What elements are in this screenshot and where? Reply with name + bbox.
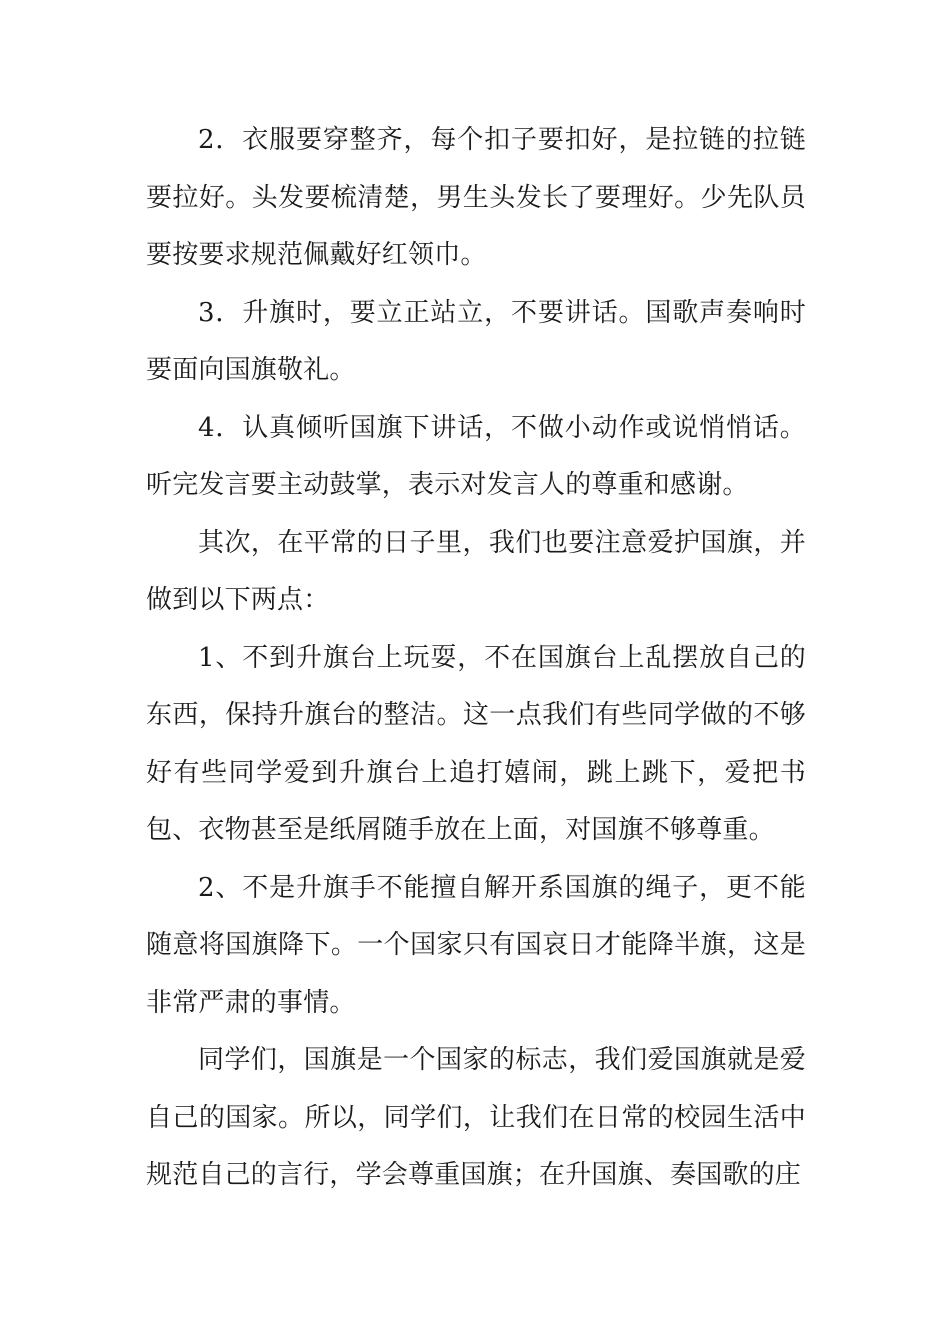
paragraph-flag-platform: 1、不到升旗台上玩耍，不在国旗台上乱摆放自己的东西，保持升旗台的整洁。这一点我们有些同学做的不够好有些同学爱到升旗台上追打嬉闹，跳上跳下，爱把书包、衣物甚至是纸屑随手放在上面，对国旗不够尊重。 bbox=[146, 642, 806, 845]
paragraph-listen-speech: 4．认真倾听国旗下讲话，不做小动作或说悄悄话。听完发言要主动鼓掌，表示对发言人的尊重和感谢。 bbox=[146, 412, 806, 500]
paragraph-flag-rope: 2、不是升旗手不能擅自解开系国旗的绳子，更不能随意将国旗降下。一个国家只有国哀日才能降半旗，这是非常严肃的事情。 bbox=[146, 872, 806, 1018]
paragraph-conclusion: 同学们，国旗是一个国家的标志，我们爱国旗就是爱自己的国家。所以，同学们，让我们在日常的校园生活中规范自己的言行，学会尊重国旗；在升国旗、奏国歌的庄 bbox=[146, 1045, 806, 1190]
paragraph-flag-raising-stance: 3．升旗时，要立正站立，不要讲话。国歌声奏响时要面向国旗敬礼。 bbox=[146, 297, 806, 385]
document-body bbox=[146, 112, 806, 1205]
paragraph-dress-rules: 2．衣服要穿整齐，每个扣子要扣好，是拉链的拉链要拉好。头发要梳清楚，男生头发长了要理好。少先队员要按要求规范佩戴好红领巾。 bbox=[146, 125, 806, 270]
paragraph-protect-flag-intro: 其次，在平常的日子里，我们也要注意爱护国旗，并做到以下两点： bbox=[146, 527, 806, 615]
